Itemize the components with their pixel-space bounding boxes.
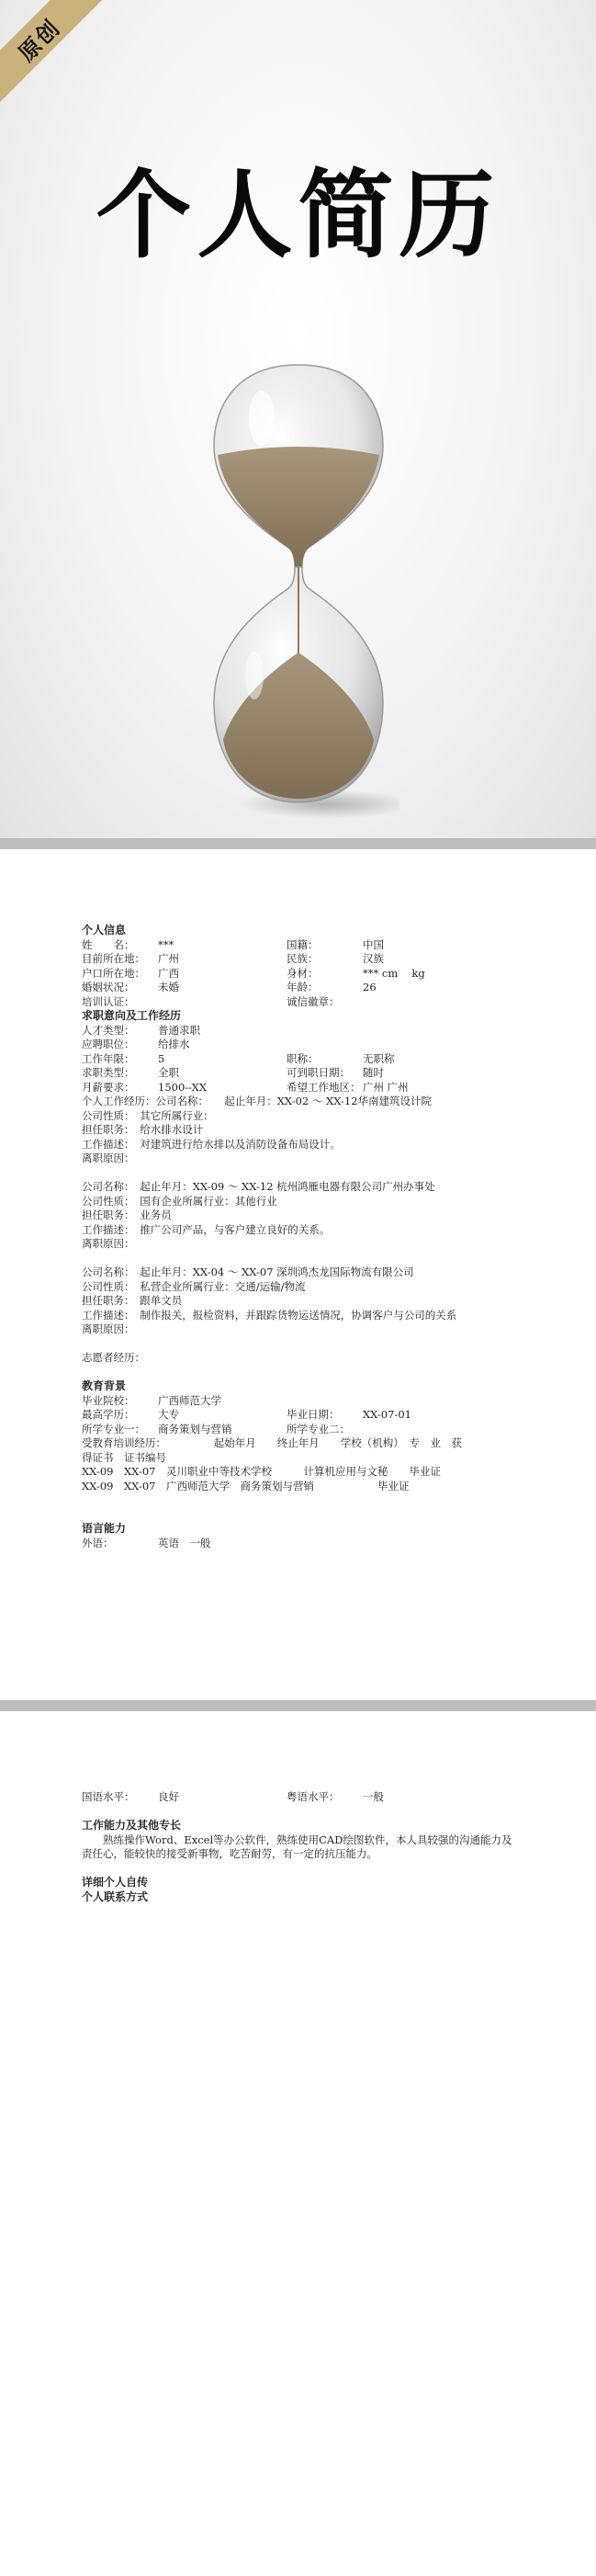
section-heading-skills: 工作能力及其他专长	[82, 1819, 182, 1832]
training-record: XX-09 XX-07 广西师范大学 商务策划与营销 毕业证	[82, 1479, 410, 1492]
field-value: 广西	[158, 966, 179, 980]
cover-page	[0, 0, 596, 838]
skills-text: 熟练操作Word、Excel等办公软件，熟练使用CAD绘图软件，本人具较强的沟通能力及责任心，能较快的接受新事物，吃苦耐劳，有一定的抗压能力。	[82, 1833, 512, 1860]
section-heading-personal: 个人信息	[82, 924, 127, 936]
training-record: XX-09 XX-07 灵川职业中等技术学校 计算机应用与文秘 毕业证	[82, 1465, 441, 1478]
work-detail-line: 公司性质： 私营企业所属行业：交通/运输/物流	[82, 1279, 306, 1293]
section-heading-job: 求职意向及工作经历	[82, 1009, 182, 1022]
original-badge	[0, 0, 106, 107]
field-label: 应聘职位：	[82, 1038, 135, 1050]
language-row	[82, 1537, 523, 1551]
field-value: 广州 广州	[363, 1080, 409, 1094]
field-value: 良好	[158, 1790, 179, 1803]
work-experience-line: 个人工作经历：公司名称： 起止年月：XX-02 ～ XX-12华南建筑设计院	[82, 1095, 433, 1107]
field-value: 给排水	[158, 1038, 190, 1050]
field-label	[287, 1024, 363, 1038]
field-label: 粤语水平：	[287, 1790, 340, 1803]
field-value: 英语 一般	[158, 1536, 211, 1549]
field-label: 户口所在地：	[82, 966, 145, 980]
field-value	[158, 995, 287, 1010]
field-value: 未婚	[158, 981, 179, 993]
job-row	[82, 1024, 523, 1038]
field-label: 人才类型：	[82, 1023, 135, 1037]
section-heading-self-intro: 详细个人自传	[82, 1876, 149, 1889]
field-value: 随时	[363, 1066, 384, 1079]
work-detail-line: 离职原因：	[82, 1237, 135, 1250]
job-intent-table	[82, 1024, 523, 1095]
personal-row	[82, 967, 523, 982]
work-detail-line: 工作描述： 制作报关，报检资料，并跟踪货物运送情况，协调客户与公司的关系	[82, 1308, 457, 1322]
field-label: 民族：	[287, 952, 319, 965]
job-row	[82, 1038, 523, 1052]
personal-info-table	[82, 938, 523, 1010]
job-row	[82, 1052, 523, 1067]
section-heading-education: 教育背景	[82, 1379, 127, 1392]
section-heading-contact: 个人联系方式	[82, 1889, 149, 1903]
page-separator	[0, 838, 596, 849]
field-value: 26	[363, 981, 377, 993]
field-label	[287, 1394, 363, 1409]
field-label: 身材：	[287, 966, 319, 980]
work-detail-line: 离职原因：	[82, 1322, 135, 1335]
hourglass-image	[197, 354, 399, 823]
field-value: 1500--XX	[158, 1080, 208, 1094]
field-value: XX-07-01	[363, 1408, 412, 1421]
field-label: 姓 名：	[82, 937, 135, 951]
field-label: 月薪要求：	[82, 1080, 135, 1094]
job-row	[82, 1081, 523, 1095]
field-value: 一般	[363, 1790, 384, 1803]
field-value: 大专	[158, 1408, 179, 1421]
resume-page-1	[0, 849, 596, 1700]
work-detail-line: 公司名称： 起止年月：XX-04 ～ XX-07 深圳鸿杰龙国际物流有限公司	[82, 1265, 414, 1278]
field-value: 商务策划与营销	[158, 1422, 232, 1436]
cover-title: 个人简历	[96, 159, 500, 271]
resume-page-2	[0, 1711, 596, 2576]
education-row	[82, 1394, 523, 1409]
field-label: 年龄：	[287, 981, 319, 993]
field-value: 广西师范大学	[158, 1393, 221, 1407]
field-label: 希望工作地区：	[287, 1080, 361, 1094]
work-detail-line: 担任职务： 业务员	[82, 1209, 172, 1221]
personal-row	[82, 995, 523, 1010]
field-value: 汉族	[363, 952, 384, 965]
hourglass-highlight	[245, 652, 264, 699]
work-detail-line: 公司名称： 起止年月：XX-09 ～ XX-12 杭州鸿雁电器有限公司广州办事处	[82, 1180, 435, 1193]
personal-row	[82, 981, 523, 995]
field-value: 5	[158, 1051, 165, 1065]
resume-body-2	[82, 1790, 523, 1904]
field-label: 国语水平：	[82, 1790, 135, 1803]
field-label: 目前所在地：	[82, 952, 145, 965]
work-detail-line: 公司性质： 国有企业所属行业：其他行业	[82, 1194, 277, 1208]
field-value: 中国	[363, 937, 384, 951]
field-label: 最高学历：	[82, 1408, 135, 1421]
field-value: ***	[158, 937, 174, 951]
hourglass-highlight	[249, 391, 275, 446]
field-label: 外语：	[82, 1536, 114, 1549]
field-label: 婚姻状况：	[82, 981, 135, 993]
field-label: 毕业日期：	[287, 1408, 340, 1421]
work-detail-line: 离职原因：	[82, 1152, 135, 1164]
page-separator	[0, 1700, 596, 1711]
resume-body-1	[82, 924, 523, 1550]
field-label: 诚信徽章：	[287, 994, 340, 1008]
field-label: 所学专业一：	[82, 1422, 145, 1436]
field-label: 求职类型：	[82, 1066, 135, 1079]
training-line: 受教育培训经历： 起始年月 终止年月 学校（机构） 专 业 获	[82, 1436, 462, 1449]
work-detail-line: 工作描述： 推广公司产品，与客户建立良好的关系。	[82, 1222, 331, 1236]
field-value: 广州	[158, 952, 179, 965]
education-row	[82, 1408, 523, 1423]
field-value: 无职称	[363, 1051, 395, 1065]
section-heading-language: 语言能力	[82, 1522, 127, 1535]
work-detail-line: 担任职务： 跟单文员	[82, 1294, 183, 1307]
field-label: 职称：	[287, 1051, 319, 1065]
field-label: 国籍：	[287, 937, 319, 951]
field-label: 可到职日期：	[287, 1066, 350, 1079]
field-label: 毕业院校：	[82, 1393, 135, 1407]
field-value: *** cm kg	[363, 966, 425, 980]
work-detail-line: 公司性质： 其它所属行业：	[82, 1108, 214, 1122]
field-value: 普通求职	[158, 1023, 200, 1037]
work-detail-line: 工作描述： 对建筑进行给水排以及消防设备布局设计。	[82, 1137, 341, 1151]
training-line: 得证书 证书编号	[82, 1450, 166, 1464]
field-label: 所学专业二：	[287, 1422, 350, 1436]
language-row	[82, 1790, 523, 1805]
personal-row	[82, 952, 523, 967]
job-row	[82, 1066, 523, 1081]
work-detail-line: 担任职务： 给水排水设计	[82, 1123, 204, 1136]
field-value: 全职	[158, 1066, 179, 1079]
volunteer-line: 志愿者经历：	[82, 1351, 145, 1364]
field-label	[287, 1038, 363, 1052]
original-badge-label: 原创	[13, 14, 66, 67]
field-label: 工作年限：	[82, 1051, 135, 1065]
personal-row	[82, 938, 523, 953]
field-label: 培训认证：	[82, 994, 135, 1008]
education-row	[82, 1423, 523, 1437]
